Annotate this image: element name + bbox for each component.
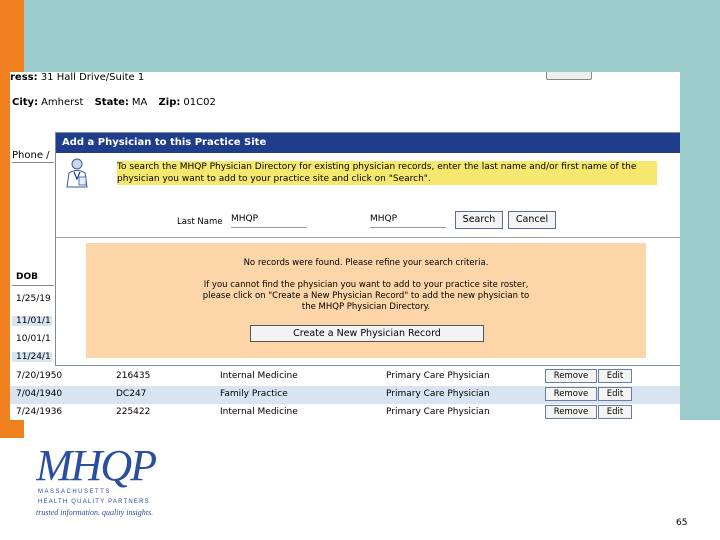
instruction-text: physician you want to add to your practice site and click on "Search".: [117, 174, 431, 184]
state-label: State:: [94, 97, 129, 108]
cannot-find-text: If you cannot find the physician you want to add to your practice site roster,: [203, 280, 529, 290]
id-cell: DC247: [116, 389, 147, 399]
city-label: City:: [12, 97, 39, 108]
physician-roster: [10, 368, 680, 420]
address-line: [10, 72, 144, 83]
address-value: 31 Hall Drive/Suite 1: [40, 72, 145, 83]
cannot-find-text: please click on "Create a New Physician Record" to add the new physician to: [202, 291, 530, 301]
mhqp-logo-graphic: [36, 440, 196, 520]
id-cell: 225422: [116, 407, 151, 417]
search-button[interactable]: Search: [455, 211, 503, 229]
remove-button[interactable]: Remove: [545, 387, 597, 401]
no-results-panel: [86, 243, 646, 358]
dob-cell: 7/24/1936: [16, 407, 63, 417]
cannot-find-text: the MHQP Physician Directory.: [301, 302, 431, 312]
specialty-cell: Family Practice: [220, 389, 288, 399]
doctor-icon: [62, 157, 92, 189]
divider: [56, 237, 680, 238]
edit-button[interactable]: Edit: [598, 405, 632, 419]
table-row: [10, 386, 680, 404]
role-cell: Primary Care Physician: [386, 389, 490, 399]
svg-text:HEALTH QUALITY PARTNERS: HEALTH QUALITY PARTNERS: [38, 499, 150, 505]
svg-text:MASSACHUSETTS: MASSACHUSETTS: [38, 489, 111, 495]
update-button[interactable]: [546, 72, 592, 80]
dob-cell: 10/01/1: [16, 334, 51, 344]
phone-column-header: Phone /: [12, 150, 50, 161]
dob-cell: 1/25/19: [16, 294, 51, 304]
screenshot-panel: [10, 72, 680, 420]
first-name-input[interactable]: MHQP: [370, 211, 446, 228]
divider: [12, 285, 54, 286]
mhqp-logo: [36, 440, 196, 520]
remove-button[interactable]: Remove: [545, 369, 597, 383]
role-cell: Primary Care Physician: [386, 371, 490, 381]
dob-cell: 7/20/1950: [16, 371, 63, 381]
address-label: ress:: [10, 72, 38, 83]
remove-button[interactable]: Remove: [545, 405, 597, 419]
city-value: Amherst: [41, 97, 84, 108]
instructions-box: [117, 161, 657, 185]
state-value: MA: [131, 97, 148, 108]
zip-label: Zip:: [158, 97, 181, 108]
zip-value: 01C02: [183, 97, 216, 108]
table-row: [10, 368, 680, 386]
dialog-title: Add a Physician to this Practice Site: [56, 133, 680, 153]
create-physician-button[interactable]: Create a New Physician Record: [250, 325, 484, 342]
add-physician-dialog: [55, 132, 680, 366]
page-number: 65: [676, 518, 688, 528]
edit-button[interactable]: Edit: [598, 369, 632, 383]
svg-text:MHQP: MHQP: [36, 441, 156, 490]
dob-column-header: DOB: [16, 272, 38, 282]
no-records-message: No records were found. Please refine your search criteria.: [243, 258, 489, 268]
table-row: [10, 404, 680, 420]
dob-cell: 7/04/1940: [16, 389, 63, 399]
divider: [12, 162, 54, 163]
last-name-input[interactable]: MHQP: [231, 211, 307, 228]
instruction-text: To search the MHQP Physician Directory for existing physician records, enter the last name and/or first name of the: [117, 162, 637, 172]
edit-button[interactable]: Edit: [598, 387, 632, 401]
role-cell: Primary Care Physician: [386, 407, 490, 417]
svg-text:trusted information. quality i: trusted information. quality insights.: [36, 508, 154, 517]
dob-cell: 11/24/1: [12, 352, 52, 362]
city-state-zip-line: [12, 97, 224, 108]
cancel-button[interactable]: Cancel: [508, 211, 556, 229]
search-row: [56, 211, 680, 231]
specialty-cell: Internal Medicine: [220, 371, 298, 381]
last-name-label: Last Name: [177, 217, 223, 227]
specialty-cell: Internal Medicine: [220, 407, 298, 417]
id-cell: 216435: [116, 371, 151, 381]
dob-cell: 11/01/1: [12, 316, 52, 326]
